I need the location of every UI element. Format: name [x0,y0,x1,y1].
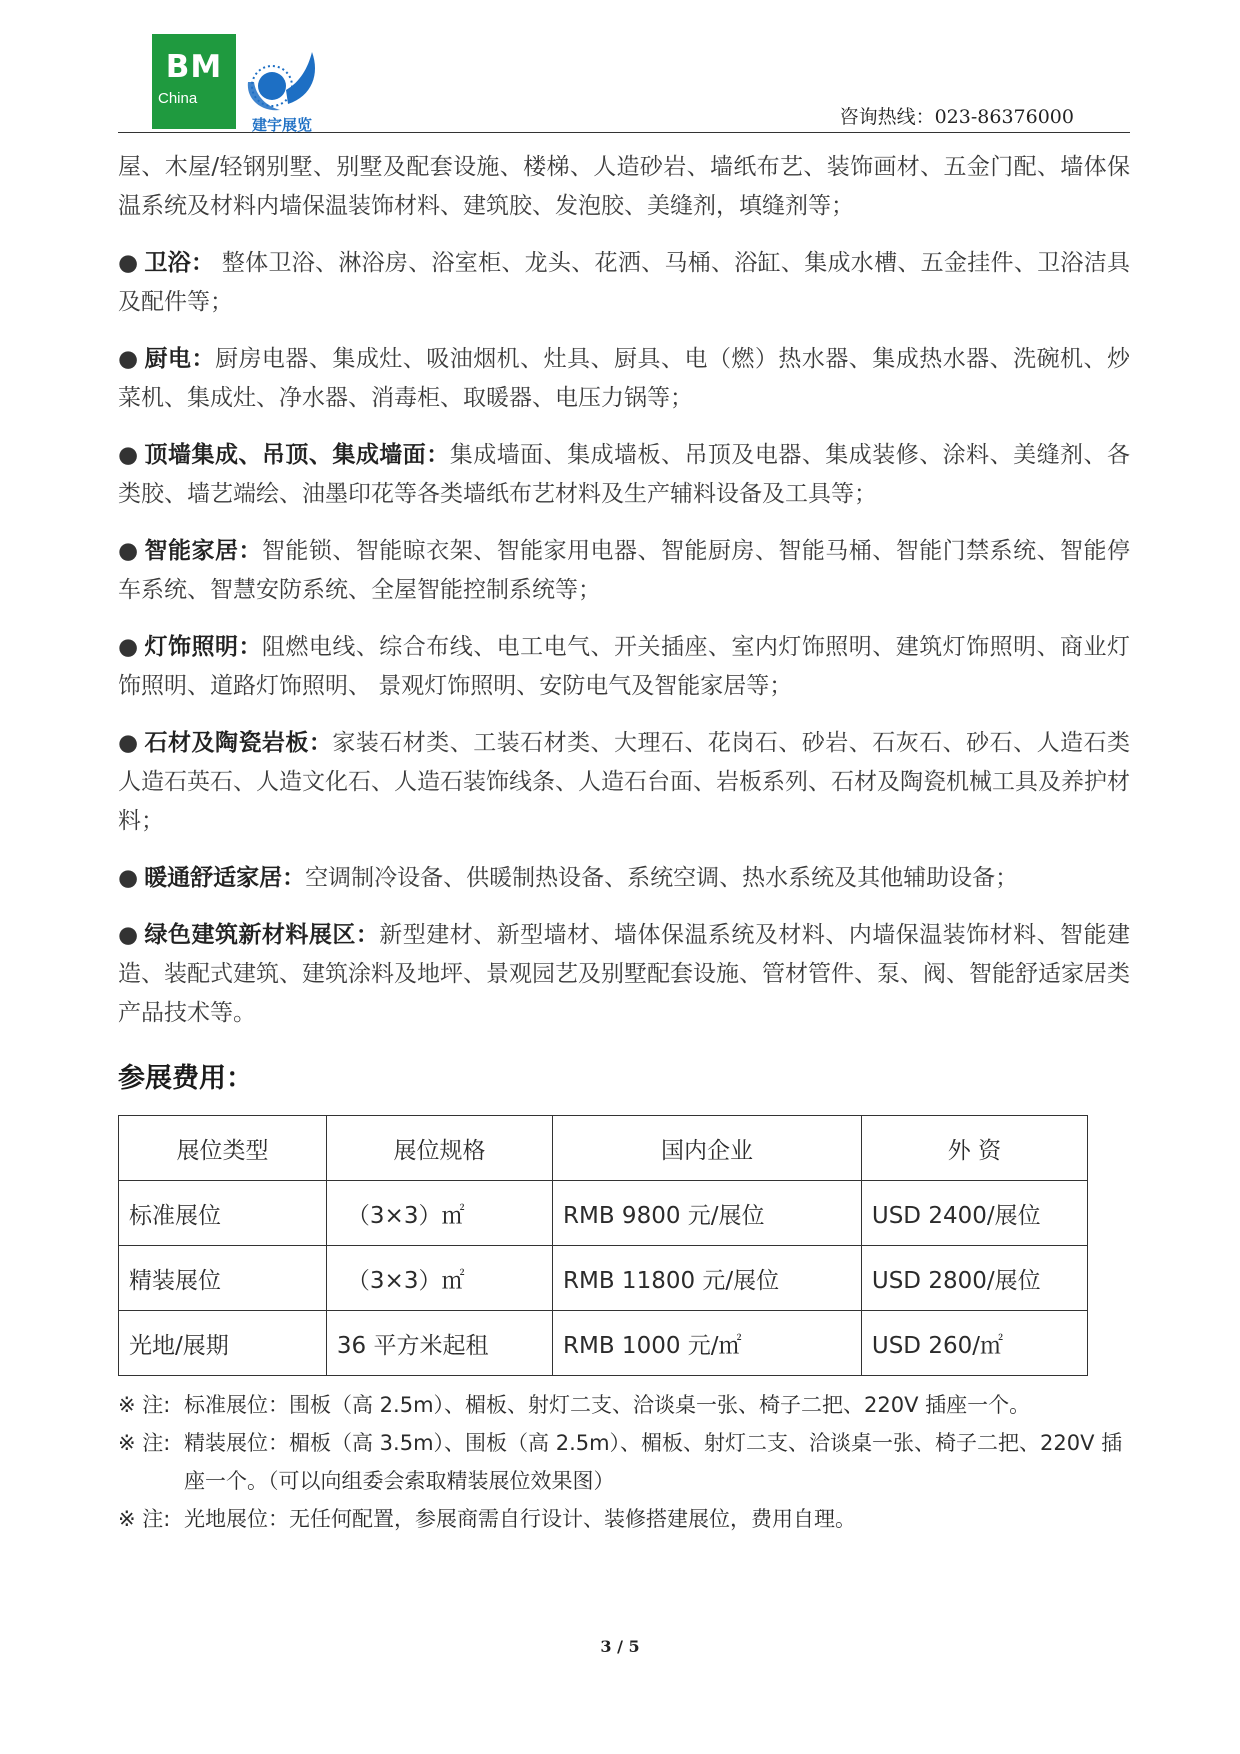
category-name: 卫浴： [144,250,215,276]
note-mark: ※ 注: [118,1507,171,1531]
category-list [118,244,1130,1033]
company-logo-text: 建宇展览 [252,116,313,134]
category-name: 绿色建筑新材料展区： [144,922,380,948]
note-mark: ※ 注: [118,1431,171,1455]
category-name: 石材及陶瓷岩板： [144,730,333,756]
bullet-icon: ● [118,442,139,468]
intro-paragraph: 屋、木屋/轻钢别墅、别墅及配套设施、楼梯、人造砂岩、墙纸布艺、装饰画材、五金门配、墙体保温系统及材料内墙保温装饰材料、建筑胶、发泡胶、美缝剂，填缝剂等； [118,154,1130,219]
category-text: 新型建材、新型墙材、墙体保温系统及材料、内墙保温装饰材料、智能建造、装配式建筑、建筑涂料及地坪、景观园艺及别墅配套设施、管材管件、泵、阀、智能舒适家居类产品技术等。 [118,922,1131,1026]
column-header: 展位规格 [326,1116,552,1181]
page-number: 3 / 5 [600,1637,640,1656]
table-cell: 标准展位 [119,1181,327,1246]
bm-china-logo [152,34,236,129]
fees-section-title: 参展费用： [118,1063,253,1094]
column-header: 展位类型 [119,1116,327,1181]
category-item [118,724,1130,841]
table-cell: RMB 11800 元/展位 [553,1246,862,1311]
bullet-icon: ● [118,346,139,372]
category-text: 厨房电器、集成灶、吸油烟机、灶具、厨具、电（燃）热水器、集成热水器、洗碗机、炒菜机、集成灶、净水器、消毒柜、取暖器、电压力锅等； [118,346,1131,411]
globe-logo-icon [242,46,326,118]
category-name: 灯饰照明： [144,634,262,660]
table-cell: （3×3）㎡ [326,1181,552,1246]
page-content [118,148,1130,1538]
note-text: 精装展位：楣板（高 3.5m）、围板（高 2.5m）、楣板、射灯二支、洽谈桌一张、椅子二把、220V 插座一个。（可以向组委会索取精装展位效果图） [184,1431,1123,1493]
logo-bm-text: BM [165,49,223,85]
note-item [118,1424,1130,1500]
notes-list [118,1386,1130,1538]
table-header-row [119,1116,1088,1181]
category-item [118,340,1130,418]
bullet-icon: ● [118,634,139,660]
logo-china-text: China [158,90,198,107]
table-cell: 精装展位 [119,1246,327,1311]
table-row [119,1311,1088,1376]
column-header: 外 资 [861,1116,1087,1181]
header-divider [118,132,1130,133]
hotline-text: 咨询热线：023-86376000 [839,106,1074,128]
note-item [118,1386,1130,1424]
note-text: 光地展位：无任何配置，参展商需自行设计、装修搭建展位，费用自理。 [184,1507,856,1531]
category-item [118,628,1130,706]
category-name: 厨电： [144,346,215,372]
bullet-icon: ● [118,922,139,948]
category-text: 整体卫浴、淋浴房、浴室柜、龙头、花洒、马桶、浴缸、集成水槽、五金挂件、卫浴洁具及配件等； [118,250,1131,315]
category-item [118,859,1130,898]
table-cell: USD 260/㎡ [861,1311,1087,1376]
table-cell: （3×3）㎡ [326,1246,552,1311]
table-cell: RMB 9800 元/展位 [553,1181,862,1246]
category-name: 智能家居： [144,538,262,564]
category-name: 暖通舒适家居： [144,865,306,891]
table-row [119,1181,1088,1246]
category-text: 集成墙面、集成墙板、吊顶及电器、集成装修、涂料、美缝剂、各类胶、墙艺端绘、油墨印花等各类墙纸布艺材料及生产辅料设备及工具等； [118,442,1131,507]
category-text: 空调制冷设备、供暖制热设备、系统空调、热水系统及其他辅助设备； [305,865,1019,891]
category-item [118,916,1130,1033]
note-item [118,1500,1130,1538]
bullet-icon: ● [118,730,139,756]
category-item [118,244,1130,322]
category-name: 顶墙集成、吊顶、集成墙面： [144,442,450,468]
note-mark: ※ 注: [118,1393,171,1417]
category-text: 阻燃电线、综合布线、电工电气、开关插座、室内灯饰照明、建筑灯饰照明、商业灯饰照明、道路灯饰照明、 景观灯饰照明、安防电气及智能家居等； [118,634,1130,699]
table-cell: USD 2400/展位 [861,1181,1087,1246]
note-text: 标准展位：围板（高 2.5m）、楣板、射灯二支、洽谈桌一张、椅子二把、220V 插座一个。 [184,1393,1031,1417]
table-cell: RMB 1000 元/㎡ [553,1311,862,1376]
category-text: 智能锁、智能晾衣架、智能家用电器、智能厨房、智能马桶、智能门禁系统、智能停车系统、智慧安防系统、全屋智能控制系统等； [118,538,1130,603]
category-item [118,532,1130,610]
column-header: 国内企业 [553,1116,862,1181]
table-cell: 光地/展期 [119,1311,327,1376]
page-header [118,34,1130,134]
fees-table [118,1115,1088,1376]
table-cell: 36 平方米起租 [326,1311,552,1376]
bullet-icon: ● [118,538,139,564]
bullet-icon: ● [118,865,139,891]
category-item [118,436,1130,514]
table-cell: USD 2800/展位 [861,1246,1087,1311]
table-row [119,1246,1088,1311]
category-text: 家装石材类、工装石材类、大理石、花岗石、砂岩、石灰石、砂石、人造石类人造石英石、人造文化石、人造石装饰线条、人造石台面、岩板系列、石材及陶瓷机械工具及养护材料； [118,730,1130,834]
bullet-icon: ● [118,250,139,276]
